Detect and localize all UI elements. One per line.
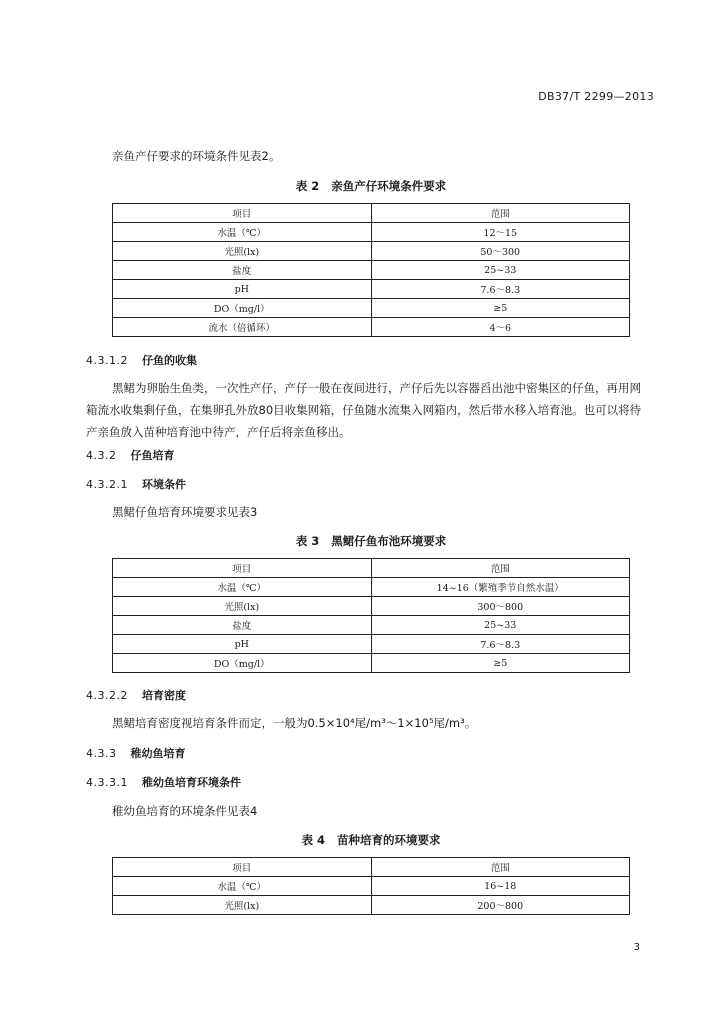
table-cell: 14~16（繁殖季节自然水温） (371, 578, 630, 597)
table-cell: DO（mg/l） (113, 299, 372, 318)
table-row (113, 318, 630, 337)
section-title: 培育密度 (141, 689, 186, 702)
page-number: 3 (633, 942, 640, 953)
section-heading-4-3-3-1 (86, 774, 241, 790)
table-cell: ≥5 (371, 299, 630, 318)
table4-number: 表 4 (301, 833, 325, 847)
section-number: 4.3.3.1 (86, 776, 128, 789)
paragraph-table2-intro: 亲鱼产仔要求的环境条件见表2。 (112, 149, 281, 163)
table-row (113, 242, 630, 261)
table-cell: 盐度 (113, 261, 372, 280)
table-row (113, 261, 630, 280)
section-title: 稚幼鱼培育 (130, 747, 186, 760)
table3-number: 表 3 (295, 534, 320, 548)
table-header-row (113, 204, 630, 223)
section-number: 4.3.2.2 (86, 689, 128, 702)
table-cell: 4～6 (371, 318, 630, 337)
table-row (113, 578, 630, 597)
table-cell: 50～300 (371, 242, 630, 261)
table-header-row (113, 559, 630, 578)
table3-caption (112, 533, 630, 549)
table3 (112, 558, 630, 673)
table-cell: 光照(lx) (113, 597, 372, 616)
table-row (113, 280, 630, 299)
table-cell: 25~33 (371, 261, 630, 280)
section-title: 环境条件 (141, 478, 186, 491)
table-cell: 光照(lx) (113, 242, 372, 261)
table-row (113, 896, 630, 915)
paragraph-density: 黑鲪培育密度视培育条件而定，一般为0.5×10⁴尾/m³～1×10⁵尾/m³。 (112, 716, 477, 730)
section-title: 仔鱼培育 (130, 449, 175, 462)
table4-caption (112, 832, 630, 848)
section-heading-4-3-1-2 (86, 352, 197, 368)
table-cell: 7.6～8.3 (371, 280, 630, 299)
section-heading-4-3-3 (86, 745, 186, 761)
table2-caption (112, 178, 630, 194)
table-cell: pH (113, 280, 372, 299)
table-cell: 25~33 (371, 616, 630, 635)
table-row (113, 654, 630, 673)
table3-title: 黑鲪仔鱼布池环境要求 (331, 534, 447, 548)
table-cell: 水温（℃） (113, 223, 372, 242)
table-cell: 200～800 (371, 896, 630, 915)
table2 (112, 203, 630, 337)
section-number: 4.3.1.2 (86, 354, 128, 367)
table-cell: 光照(lx) (113, 896, 372, 915)
table-cell: 水温（℃） (113, 877, 372, 896)
section-number: 4.3.3 (86, 747, 117, 760)
table4 (112, 857, 630, 915)
table4-title: 苗种培育的环境要求 (337, 833, 441, 847)
table-row (113, 223, 630, 242)
table-cell: 盐度 (113, 616, 372, 635)
table-cell: 16~18 (371, 877, 630, 896)
table-cell: 7.6～8.3 (371, 635, 630, 654)
section-title: 仔鱼的收集 (141, 354, 197, 367)
section-heading-4-3-2-2 (86, 687, 186, 703)
table-cell: 12～15 (371, 223, 630, 242)
table-cell: ≥5 (371, 654, 630, 673)
section-title: 稚幼鱼培育环境条件 (141, 776, 241, 789)
table-cell: pH (113, 635, 372, 654)
section-number: 4.3.2 (86, 449, 117, 462)
table-header-cell: 范围 (371, 204, 630, 223)
table2-number: 表 2 (295, 179, 320, 193)
table-cell: 300～800 (371, 597, 630, 616)
table-cell: 水温（℃） (113, 578, 372, 597)
table-cell: 流水（倍循环） (113, 318, 372, 337)
section-heading-4-3-2-1 (86, 476, 186, 492)
table-row (113, 877, 630, 896)
table-header-cell: 范围 (371, 559, 630, 578)
section-number: 4.3.2.1 (86, 478, 128, 491)
table-header-cell: 范围 (371, 858, 630, 877)
table-row (113, 597, 630, 616)
paragraph-table3-intro: 黑鲪仔鱼培育环境要求见表3 (112, 505, 258, 519)
table-header-cell: 项目 (113, 858, 372, 877)
paragraph-fry-collection: 黑鲪为卵胎生鱼类，一次性产仔，产仔一般在夜间进行，产仔后先以容器舀出池中密集区的仔鱼，再用网箱流水收集剩仔鱼，在集卵孔外放80目收集网箱，仔鱼随水流集入网箱内，然后带水移入培育池。也可以将待产亲鱼放入苗种培育池中待产，产仔后将亲鱼移出。 (86, 381, 642, 439)
table2-title: 亲鱼产仔环境条件要求 (331, 179, 447, 193)
table-row (113, 299, 630, 318)
table-row (113, 616, 630, 635)
table-header-cell: 项目 (113, 559, 372, 578)
section-heading-4-3-2 (86, 447, 175, 463)
table-row (113, 635, 630, 654)
table-header-cell: 项目 (113, 204, 372, 223)
document-code: DB37/T 2299—2013 (538, 90, 654, 103)
table-cell: DO（mg/l） (113, 654, 372, 673)
table-header-row (113, 858, 630, 877)
paragraph-table4-intro: 稚幼鱼培育的环境条件见表4 (112, 804, 258, 818)
